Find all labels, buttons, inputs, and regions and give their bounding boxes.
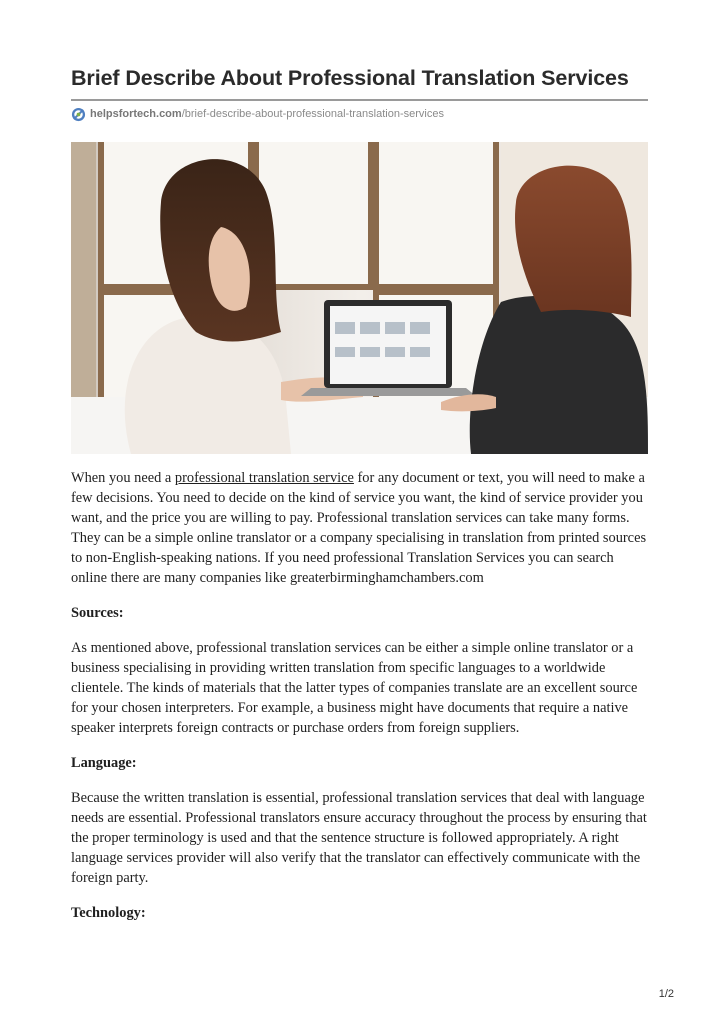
section-heading-technology: Technology: — [71, 905, 146, 921]
hero-image — [71, 142, 648, 454]
intro-paragraph — [71, 468, 649, 588]
photo-women-laptop-icon — [71, 142, 648, 454]
site-logo-icon — [71, 107, 86, 122]
intro-text-end: for any document or text, you will need to make a few decisions. You need to decide on the kind of service you want, the kind of service provider you want, and the price you are willing to pay. Professional translation services can take many forms. They can be a simple online translator or a company specialising in translation from printed sources to non-English-speaking nations. If you need professional Translation Services you can search online there are many companies like greaterbirminghamchambers.com — [71, 470, 647, 586]
source-path: /brief-describe-about-professional-translation-services — [181, 108, 444, 120]
title-divider — [71, 99, 648, 101]
professional-translation-link[interactable]: professional translation service — [174, 470, 354, 486]
source-domain: helpsfortech.com — [90, 108, 182, 120]
section-heading-language: Language: — [71, 755, 137, 771]
section-text-language: Because the written translation is essential, professional translation services that deal with language needs are essential. Professional translators ensure accuracy throughout the process by ensuring that the proper terminology is used and that the sentence structure is followed appropriately. A right language services provider will also verify that the translator can effectively communicate with the foreign party. — [71, 790, 647, 886]
article-body — [71, 468, 649, 938]
section-heading-sources: Sources: — [71, 605, 124, 621]
section-text-sources: As mentioned above, professional translation services can be either a simple online translator or a business specialising in providing written translation from specific languages to a worldwide clientele. The kinds of materials that the latter types of companies translate are an excellent source for your chosen interpreters. For example, a business might have documents that require a native speaker interprets foreign contracts or purchase orders from foreign suppliers. — [71, 640, 638, 736]
page-title: Brief Describe About Professional Translation Services — [71, 66, 629, 90]
intro-text-start: When you need a — [71, 470, 175, 486]
source-url[interactable] — [71, 106, 444, 122]
page-number: 1/2 — [658, 988, 674, 1000]
